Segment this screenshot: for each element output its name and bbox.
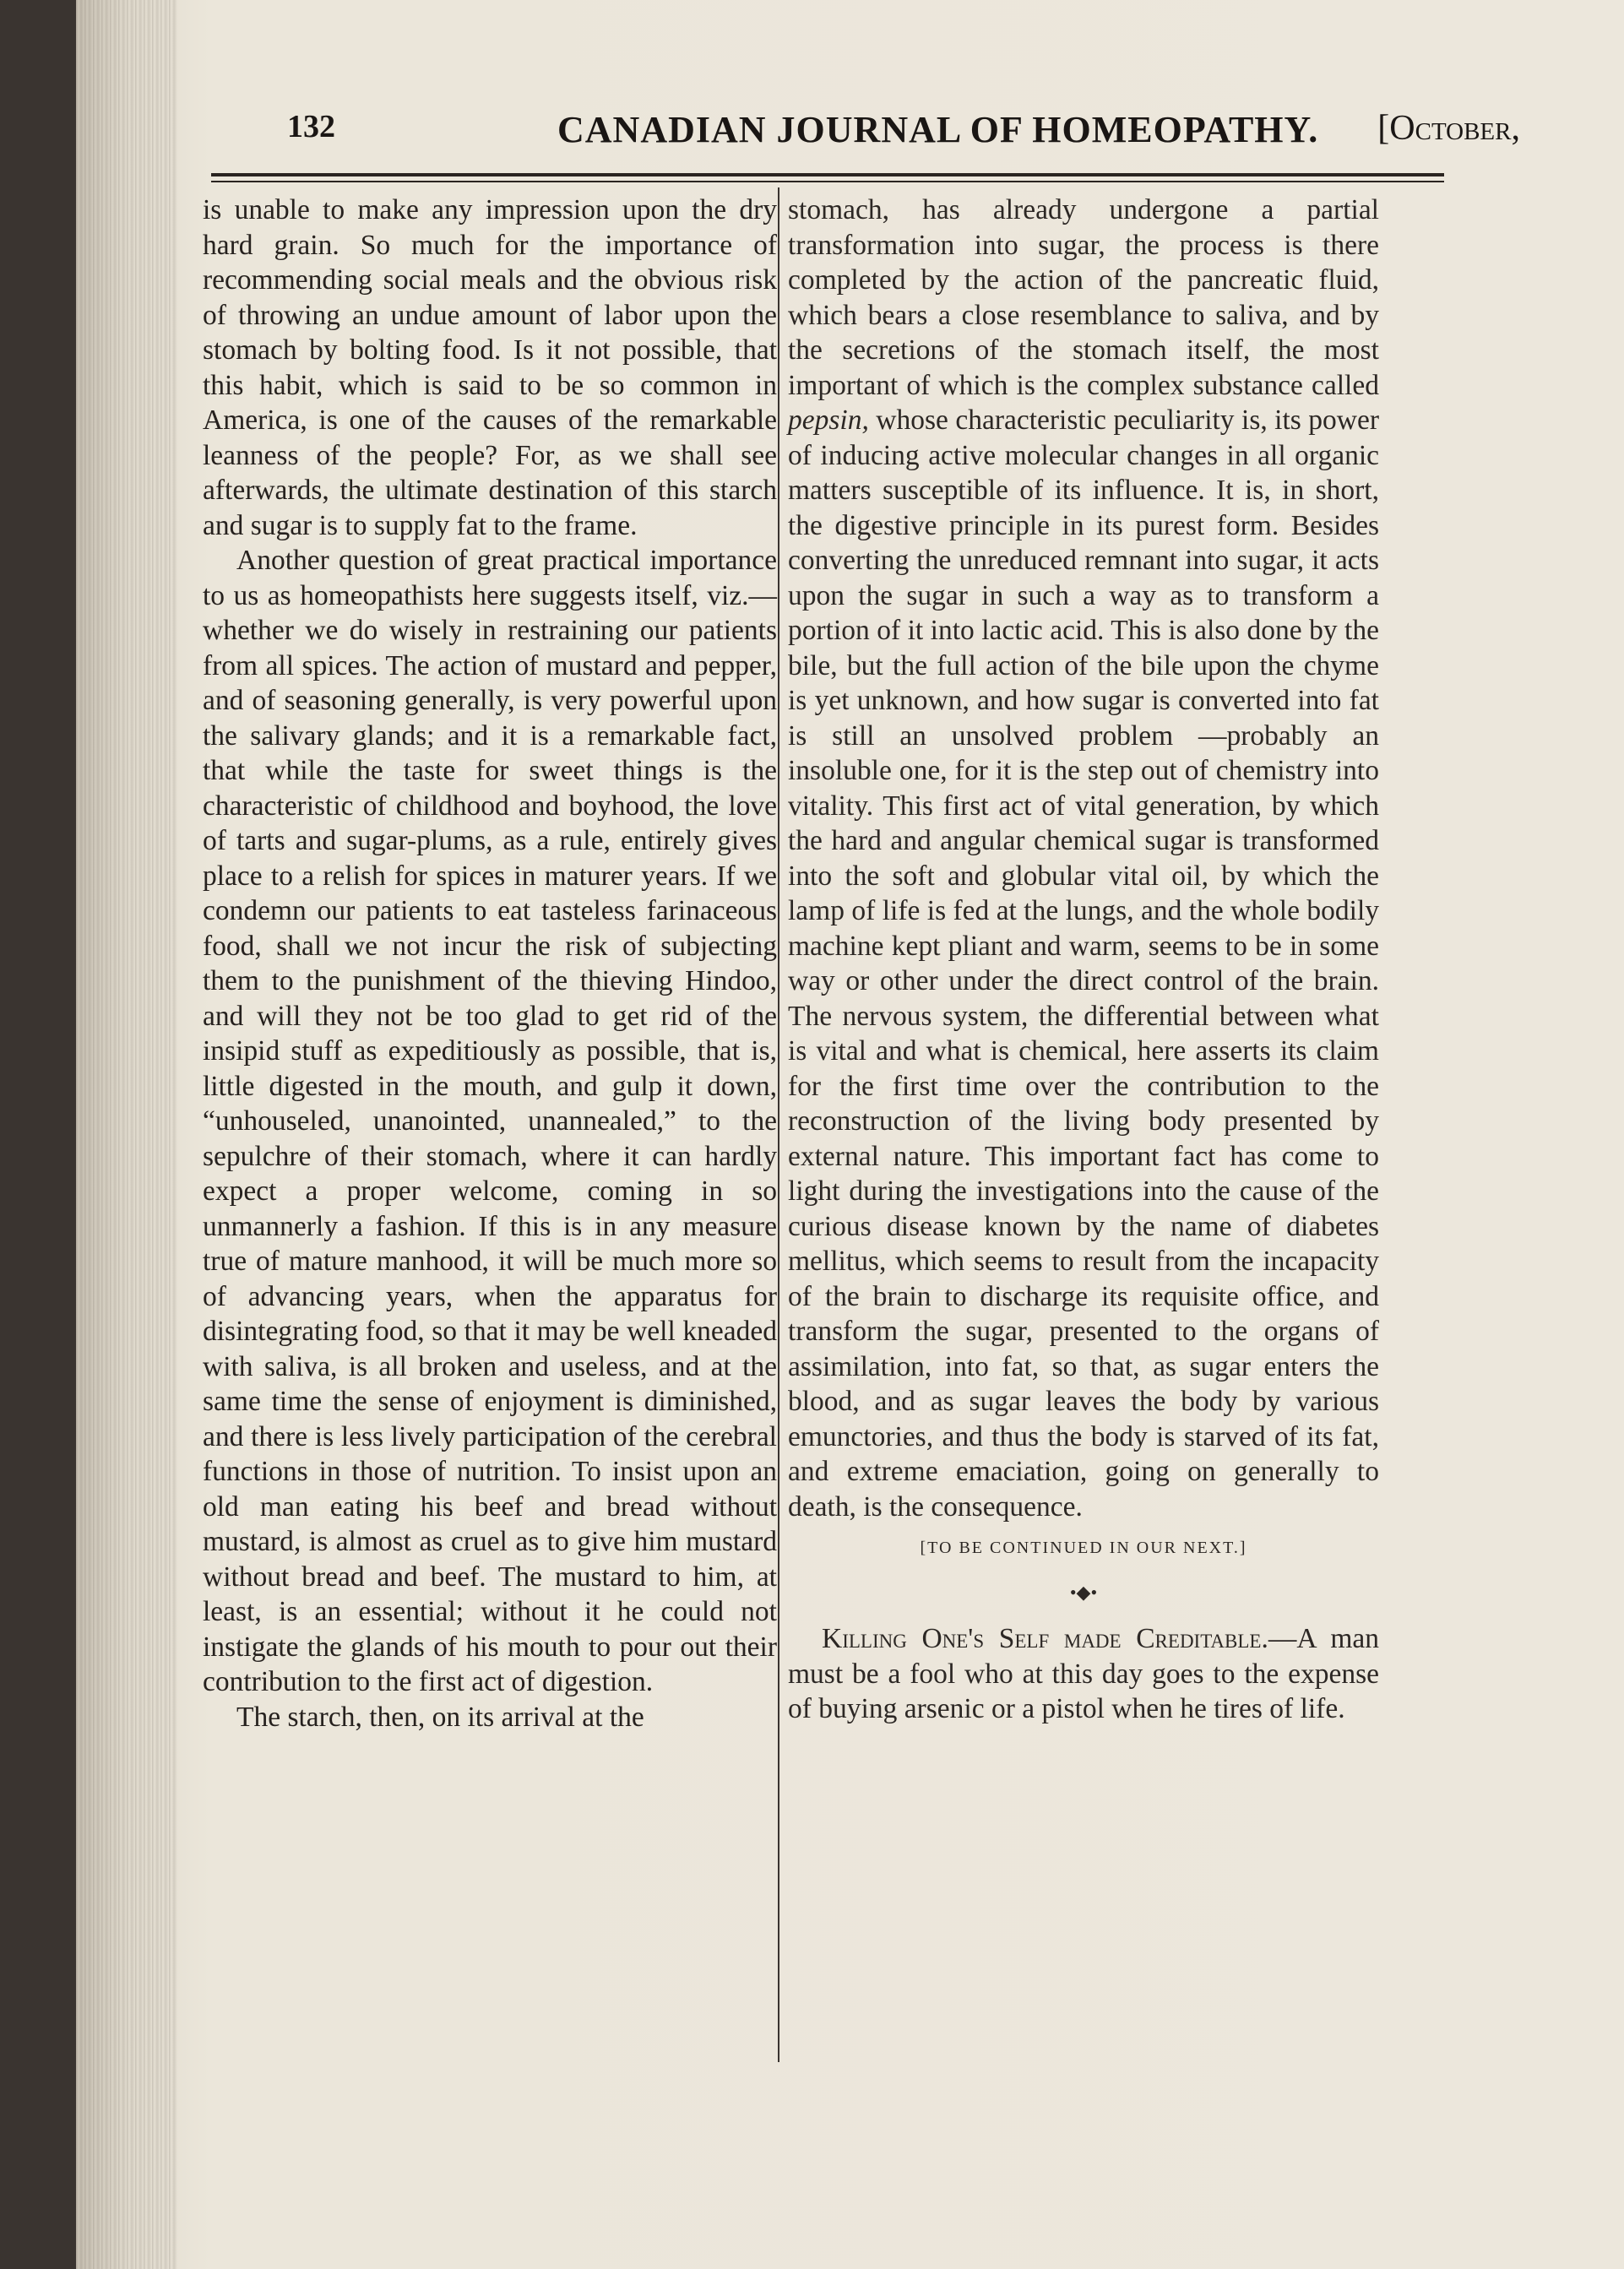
filler-body: —A man must be a fool who at this day goes to the expense of buying arsenic or a pistol when he tires of life. xyxy=(788,1623,1379,1724)
header-rule-thin xyxy=(211,181,1444,182)
section-ornament: •◆• xyxy=(1069,1581,1098,1603)
book-spine-shadow xyxy=(76,0,177,2269)
header-rule-thick xyxy=(211,173,1444,176)
column-divider xyxy=(778,187,779,2062)
running-header xyxy=(287,108,1520,167)
page-number: 132 xyxy=(287,109,335,144)
continued-note: [TO BE CONTINUED IN OUR NEXT.] xyxy=(920,1539,1247,1557)
filler-title: Killing One's Self made Creditable. xyxy=(822,1623,1268,1654)
left-paragraph-2: Another question of great practical importance to us as homeopathists here suggests itself, viz.—whether we do wisely in restraining our patients from all spices. The action of mustard and pepper, and of seasoning generally, is very powerful upon the salivary glands; and it is a remarkable fact, that while the taste for sweet things is the characteristic of childhood and boyhood, the love of tarts and sugar-plums, as a rule, entirely gives place to a relish for spices in maturer years. If we condemn our patients to eat tasteless farinaceous food, shall we not incur the risk of subjecting them to the punishment of the thieving Hindoo, and will they not be too glad to get rid of the insipid stuff as expeditiously as possible, that is, little digested in the mouth, and gulp it down, “unhouseled, unanointed, unannealed,” to the sepulchre of their stomach, where it can hardly expect a proper welcome, coming in so unmannerly a fashion. If this is in any measure true of mature manhood, it will be much more so of advancing years, when the apparatus for disintegrating food, so that it may be well kneaded with saliva, is all broken and useless, and at the same time the sense of enjoyment is diminished, and there is less lively participation of the cerebral functions in those of nutrition. To insist upon an old man eating his beef and bread without mustard, is almost as cruel as to give him mustard without bread and beef. The mustard to him, at least, is an essential; without it he could not instigate the glands of his mouth to pour out their contribution to the first act of digestion. xyxy=(203,545,777,1697)
journal-title: CANADIAN JOURNAL OF HOMEOPATHY. xyxy=(557,109,1319,150)
pepsin-term: pepsin, xyxy=(788,404,869,436)
header-month: [October, xyxy=(1377,109,1520,148)
left-paragraph-3: The starch, then, on its arrival at the xyxy=(236,1701,644,1733)
right-paragraph-1-part-b: whose characteristic peculiarity is, its power of inducing active molecular changes in all organic matters susceptible of its influence. It is, in short, the digestive principle in its purest form. Besides converting the unreduced remnant into sugar, it acts upon the sugar in such a way as to transform a portion of it into lactic acid. This is also done by the bile, but the full action of the bile upon the chyme is yet unknown, and how sugar is converted into fat is still an unsolved problem —probably an insoluble one, for it is the step out of chemistry into vitality. This first act of vital generation, by which the hard and angular chemical sugar is transformed into the soft and globular vital oil, by which the lamp of life is fed at the lungs, and the whole bodily machine kept pliant and warm, seems to be in some way or other under the direct control of the brain. The nervous system, the differential between what is vital and what is chemical, here asserts its claim for the first time over the contribution to the reconstruction of the living body presented by external nature. This important fact has come to light during the investigations into the cause of the curious disease known by the name of diabetes mellitus, which seems to result from the incapacity of the brain to discharge its requisite office, and transform the sugar, presented to the organs of assimilation, into fat, so that, as sugar enters the blood, and as sugar leaves the body by various emunctories, and thus the body is starved of its fat, and extreme emaciation, going on generally to death, is the consequence. xyxy=(788,404,1379,1523)
left-column xyxy=(203,193,777,1734)
filler-paragraph xyxy=(788,1621,1379,1727)
right-paragraph-1 xyxy=(788,193,1379,1524)
right-paragraph-1-part-a: stomach, has already undergone a partial transformation into sugar, the process is there completed by the action of the pancreatic fluid, which bears a close resemblance to saliva, and by the secretions of the stomach itself, the most important of which is the complex substance called xyxy=(788,194,1379,401)
left-paragraph-1: is unable to make any impression upon the dry hard grain. So much for the importance of recommending social meals and the obvious risk of throwing an undue amount of labor upon the stomach by bolting food. Is it not possible, that this habit, which is said to be so common in America, is one of the causes of the remarkable leanness of the people? For, as we shall see afterwards, the ultimate destination of this starch and sugar is to supply fat to the frame. xyxy=(203,194,777,541)
right-column xyxy=(788,193,1379,1727)
